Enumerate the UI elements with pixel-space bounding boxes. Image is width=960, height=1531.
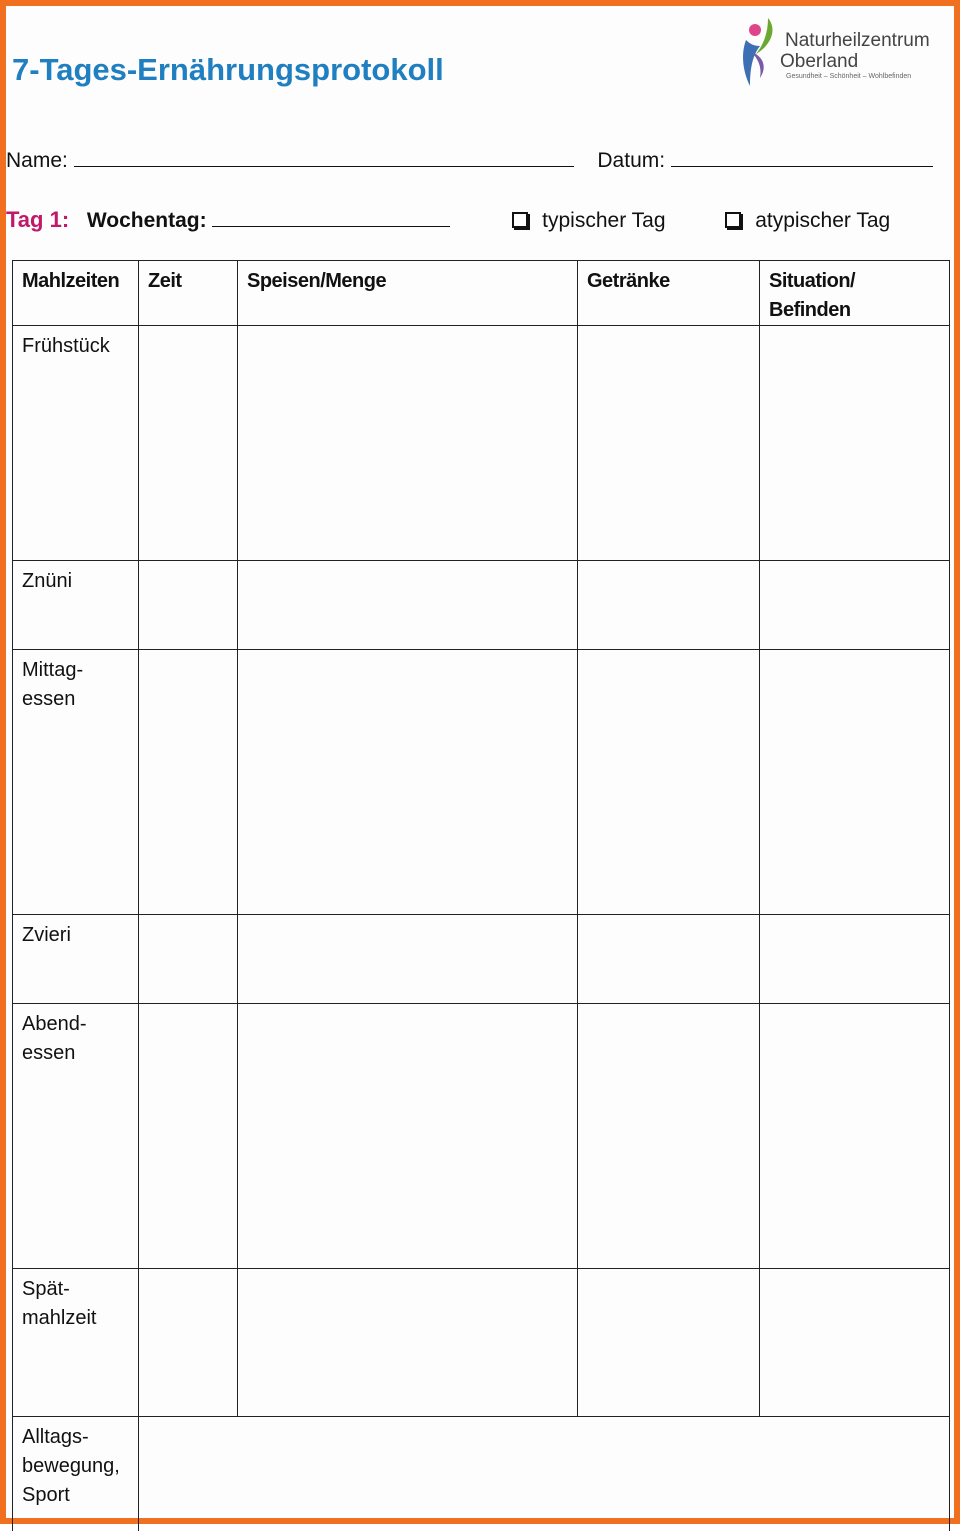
row-label-dinner: Abend- essen bbox=[13, 1004, 139, 1269]
name-field[interactable] bbox=[74, 146, 574, 167]
cell-time[interactable] bbox=[139, 915, 238, 1004]
table-row bbox=[13, 650, 950, 915]
cell-time[interactable] bbox=[139, 650, 238, 915]
cell-time[interactable] bbox=[139, 561, 238, 650]
cell-situation[interactable] bbox=[760, 1269, 950, 1417]
cell-food[interactable] bbox=[238, 915, 578, 1004]
cell-food[interactable] bbox=[238, 326, 578, 561]
row-label-late-meal: Spät- mahlzeit bbox=[13, 1269, 139, 1417]
name-date-row bbox=[6, 146, 933, 173]
table-row bbox=[13, 561, 950, 650]
cell-situation[interactable] bbox=[760, 326, 950, 561]
day-row bbox=[6, 206, 890, 233]
name-label: Name: bbox=[6, 149, 68, 172]
row-label-activity: Alltags- bewegung, Sport bbox=[13, 1417, 139, 1531]
cell-time[interactable] bbox=[139, 1004, 238, 1269]
logo-name-line2: Oberland bbox=[780, 51, 859, 72]
date-field[interactable] bbox=[671, 146, 933, 167]
table-row bbox=[13, 1269, 950, 1417]
cell-drinks[interactable] bbox=[578, 1004, 760, 1269]
atypical-day-label: atypischer Tag bbox=[755, 209, 891, 232]
cell-situation[interactable] bbox=[760, 650, 950, 915]
cell-situation[interactable] bbox=[760, 1004, 950, 1269]
weekday-label: Wochentag: bbox=[86, 209, 207, 232]
day-label: Tag 1: bbox=[6, 207, 70, 232]
cell-situation[interactable] bbox=[760, 915, 950, 1004]
logo-figure-icon bbox=[738, 16, 780, 88]
cell-food[interactable] bbox=[238, 561, 578, 650]
cell-drinks[interactable] bbox=[578, 326, 760, 561]
weekday-field[interactable] bbox=[212, 206, 450, 227]
table-header-row bbox=[13, 261, 950, 326]
typical-day-label: typischer Tag bbox=[542, 209, 666, 232]
cell-time[interactable] bbox=[139, 326, 238, 561]
header-time: Zeit bbox=[139, 261, 238, 326]
row-label-afternoon-snack: Zvieri bbox=[13, 915, 139, 1004]
cell-food[interactable] bbox=[238, 650, 578, 915]
cell-drinks[interactable] bbox=[578, 1269, 760, 1417]
row-label-lunch: Mittag- essen bbox=[13, 650, 139, 915]
protocol-table bbox=[12, 260, 950, 1531]
row-label-morning-snack: Znüni bbox=[13, 561, 139, 650]
logo-tagline: Gesundheit – Schönheit – Wohlbefinden bbox=[786, 73, 912, 80]
typical-day-checkbox[interactable] bbox=[512, 212, 528, 228]
cell-drinks[interactable] bbox=[578, 650, 760, 915]
date-label: Datum: bbox=[597, 149, 666, 172]
header-food-amount: Speisen/Menge bbox=[238, 261, 578, 326]
row-label-breakfast: Frühstück bbox=[13, 326, 139, 561]
cell-time[interactable] bbox=[139, 1269, 238, 1417]
cell-food[interactable] bbox=[238, 1269, 578, 1417]
header-meals: Mahlzeiten bbox=[13, 261, 139, 326]
logo-name-line1: Naturheilzentrum bbox=[785, 30, 930, 51]
cell-situation[interactable] bbox=[760, 561, 950, 650]
cell-activity[interactable] bbox=[139, 1417, 950, 1531]
table-row bbox=[13, 1417, 950, 1531]
table-row bbox=[13, 326, 950, 561]
table-row bbox=[13, 915, 950, 1004]
cell-drinks[interactable] bbox=[578, 561, 760, 650]
cell-food[interactable] bbox=[238, 1004, 578, 1269]
atypical-day-checkbox[interactable] bbox=[725, 212, 741, 228]
header-situation: Situation/ Befinden bbox=[760, 261, 950, 326]
cell-drinks[interactable] bbox=[578, 915, 760, 1004]
logo bbox=[738, 16, 948, 91]
header-drinks: Getränke bbox=[578, 261, 760, 326]
page-title: 7-Tages-Ernährungsprotokoll bbox=[12, 52, 444, 87]
table-row bbox=[13, 1004, 950, 1269]
